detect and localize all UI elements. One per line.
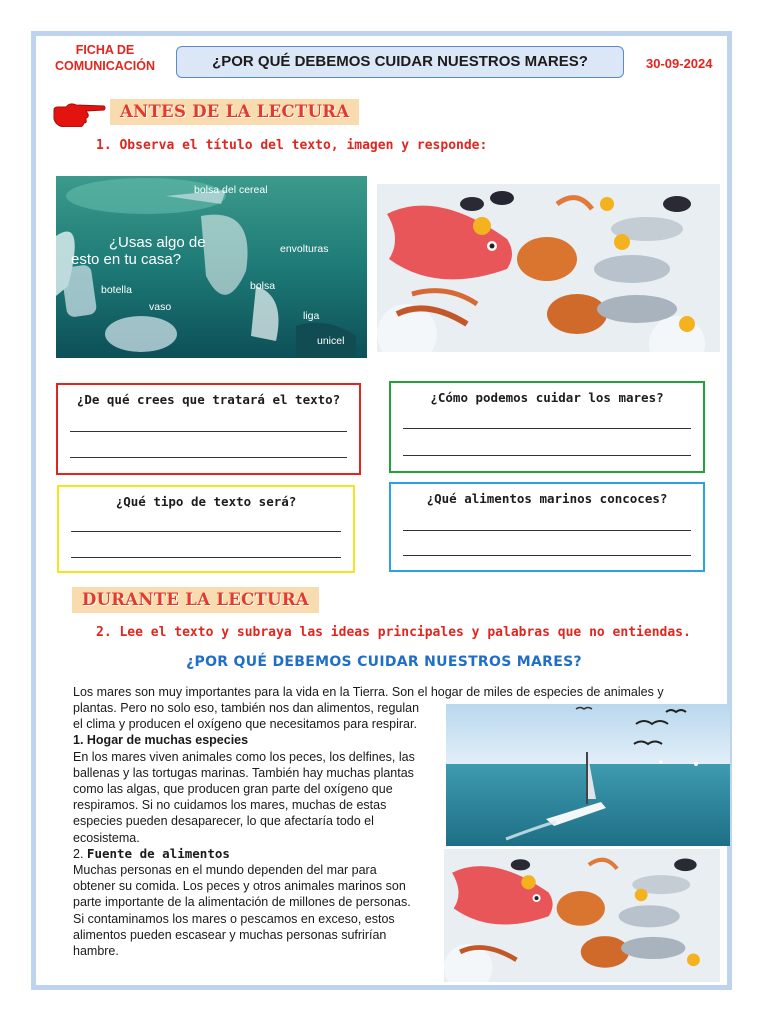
answer-line[interactable] [70, 457, 347, 458]
article-title: ¿POR QUÉ DEBEMOS CUIDAR NUESTROS MARES? [186, 654, 582, 670]
label-botella: botella [101, 284, 132, 296]
answer-line[interactable] [403, 530, 691, 531]
answer-line[interactable] [71, 531, 341, 532]
section2-line: hambre. [73, 944, 119, 959]
ficha-line-2: COMUNICACIÓN [55, 59, 155, 73]
banner-antes-de-la-lectura: ANTES DE LA LECTURA [110, 99, 359, 125]
question-box-tipo-texto [57, 485, 355, 573]
label-vaso: vaso [149, 301, 172, 313]
question-tipo-texto-text: ¿Qué tipo de texto será? [115, 494, 297, 509]
section1-line: ecosistema. [73, 830, 140, 845]
banner-durante-la-lectura: DURANTE LA LECTURA [72, 587, 319, 613]
plastic-question-line2: esto en tu casa? [71, 251, 182, 268]
section1-heading: 1. Hogar de muchas especies [73, 733, 249, 748]
ocean-plastic-illustration [56, 176, 367, 358]
article-body [73, 700, 443, 959]
seafood-illustration-bottom [444, 849, 720, 982]
question-box-alimentos [389, 482, 705, 572]
label-envolturas: envolturas [280, 243, 329, 255]
section2-heading [73, 846, 443, 862]
section2-line: Si contaminamos los mares o pescamos en exceso, estos [73, 911, 395, 926]
label-liga: liga [303, 310, 320, 322]
seafood-illustration [377, 184, 720, 352]
seafood-image-top [377, 184, 720, 352]
article-intro-first: Los mares son muy importantes para la vida en la Tierra. Son el hogar de miles de especies de animales y [73, 685, 664, 699]
article-intro-line2: plantas. Pero no solo eso, también nos dan alimentos, regulan [73, 701, 420, 715]
section1-line: especies pueden desaparecer, lo que afectaría todo el [73, 814, 374, 829]
section1-line: En los mares viven animales como los peces, los delfines, las [73, 749, 415, 764]
sea-boat-image [446, 704, 730, 846]
section2-line: parte importante de la alimentación de millones de personas. [73, 895, 411, 910]
section1-line: como las algas, que producen gran parte del oxígeno que [73, 782, 393, 797]
worksheet-title: ¿POR QUÉ DEBEMOS CUIDAR NUESTROS MARES? [176, 46, 624, 78]
ficha-line-1: FICHA DE [75, 43, 135, 57]
section1-line: respiramos. Si no cuidamos los mares, muchas de estas [73, 798, 387, 813]
seafood-image-bottom [444, 849, 720, 982]
answer-line[interactable] [70, 431, 347, 432]
instruction-2: 2. Lee el texto y subraya las ideas principales y palabras que no entiendas. [96, 625, 691, 640]
instruction-1: 1. Observa el título del texto, imagen y responde: [96, 138, 488, 153]
answer-line[interactable] [403, 428, 691, 429]
section2-line: alimentos pueden escasear y muchas personas sufrirían [73, 927, 387, 942]
ficha-label [40, 42, 170, 74]
label-bolsa: bolsa [250, 280, 276, 292]
answer-line[interactable] [403, 455, 691, 456]
article-intro-line3: el clima y producen el oxígeno que necesitamos para respirar. [73, 717, 417, 732]
label-unicel: unicel [317, 335, 345, 347]
section2-number: 2. [73, 846, 84, 861]
plastic-pollution-image [56, 176, 367, 358]
label-bolsa-del-cereal: bolsa del cereal [194, 184, 268, 196]
pointing-hand-icon [52, 101, 106, 127]
question-alimentos-text: ¿Qué alimentos marinos concoces? [426, 491, 668, 506]
section2-line: Muchas personas en el mundo dependen del mar para [73, 863, 377, 878]
answer-line[interactable] [71, 557, 341, 558]
sea-boat-illustration [446, 704, 730, 846]
section2-line: obtener su comida. Los peces y otros animales marinos son [73, 879, 406, 894]
answer-line[interactable] [403, 555, 691, 556]
question-box-tema [56, 383, 361, 475]
question-tema-text: ¿De qué crees que tratará el texto? [76, 392, 341, 407]
question-cuidar-mares-text: ¿Cómo podemos cuidar los mares? [430, 390, 664, 405]
plastic-question-line1: ¿Usas algo de [108, 234, 206, 251]
worksheet-date: 30-09-2024 [646, 56, 713, 71]
question-box-cuidar-mares [389, 381, 705, 473]
section2-heading-text: Fuente de alimentos [86, 845, 230, 861]
section1-line: ballenas y las tortugas marinas. También hay muchas plantas [73, 765, 414, 780]
